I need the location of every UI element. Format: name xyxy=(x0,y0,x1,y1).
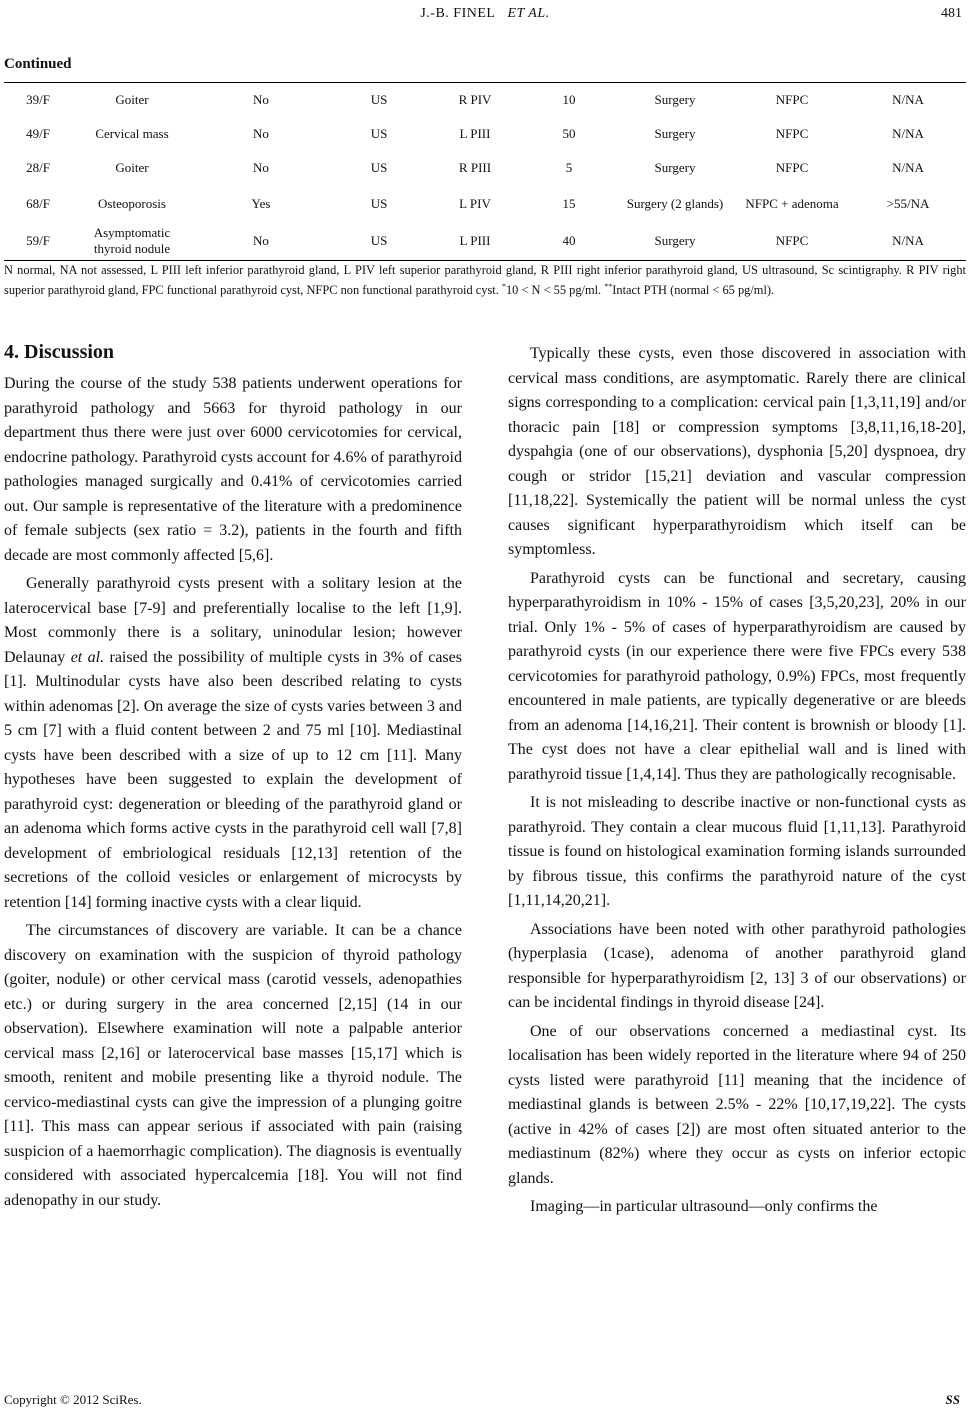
table-cell: 59/F xyxy=(4,223,72,261)
table-cell: N/NA xyxy=(850,83,966,117)
table-cell: L PIII xyxy=(459,125,491,141)
paragraph: It is not misleading to describe inactive or non-functional cysts as parathyroid. They contain a clear mucous fluid [1,11,13]. Parathyroid tissue is found on histological examination forming islands surrounded by fibrous tissue, this confirms the parathyroid nature of the cyst [1,11,14,20,21]. xyxy=(508,794,966,909)
et-al-italic: et al. xyxy=(70,648,105,666)
table-cell: 10 xyxy=(522,83,616,117)
footnote-pth: Intact PTH (normal < 65 pg/ml). xyxy=(612,282,775,297)
footnote-sup-1: * xyxy=(501,281,506,291)
table-cell: No xyxy=(253,125,269,141)
table-cell: US xyxy=(330,223,428,261)
table-row xyxy=(4,83,966,117)
running-head-title xyxy=(0,6,970,22)
running-head xyxy=(0,6,970,28)
paragraph-text: raised the possibility of multiple cysts in 3% of cases [1]. Multinodular cysts have also been described relating to cysts within adenomas [2]. On average the size of cysts varies between 3 and 5 cm [7] with a fluid content between 2 and 75 ml [10]. Mediastinal cysts have been described with a size of up to 12 cm [11]. Many hypotheses have been suggested to explain the development of parathyroid cyst: degeneration or bleeding of the parathyroid gland or an adenoma which forms active cysts in the parathyroid cell wall [7,8] development of embriological residuals [12,13] retention of the secretions of the colloid vesicles or enlargement of microcysts by retention [14] forming inactive cysts with a clear liquid. xyxy=(4,648,462,911)
copyright: Copyright © 2012 SciRes. xyxy=(4,1392,142,1407)
section-heading: 4. Discussion xyxy=(4,341,115,363)
table-cell: No xyxy=(192,83,330,117)
table-cell: R PIII xyxy=(458,159,492,175)
table-cell: Surgery xyxy=(616,223,734,261)
journal-abbrev: SS xyxy=(945,1392,960,1407)
table-cell: NFPC + adenoma xyxy=(745,195,839,211)
table-cell: Goiter xyxy=(115,159,149,175)
table-cell: >55/NA xyxy=(886,195,930,211)
table-footnote xyxy=(4,262,966,298)
left-column xyxy=(4,340,462,1213)
paragraph: Typically these cysts, even those discovered in association with cervical mass conditions, are asymptomatic. Rarely there are clinical signs corresponding to a complication: cervical pain [1,3,11,19] and/or thoracic pain [18] or compression symptoms [3,8,11,16,18-20], dyspahgia (one of our observations), dysphonia [5,20] dyspnoea, dry cough or stridor [15,21] deviation and vascular compression [11,18,22]. Systemically the patient will be normal unless the cyst causes significant hyperparathyroidism which itself can be symptomless. xyxy=(508,345,966,558)
paragraph: Associations have been noted with other parathyroid pathologies (hyperplasia (1case), adenoma of another parathyroid gland responsible for hyperparathyroidism [2, 13] 3 of our observations) or can be incidental findings in thyroid disease [24]. xyxy=(508,920,966,1011)
table-cell: Osteoporosis xyxy=(98,195,166,211)
right-column xyxy=(508,342,966,1220)
table-cell: 28/F xyxy=(26,159,50,175)
table-cell: N/NA xyxy=(892,159,924,175)
table-cell: Surgery (2 glands) xyxy=(626,195,724,211)
table-row xyxy=(4,151,966,185)
table-cell: 40 xyxy=(522,223,616,261)
table-cell: Cervical mass xyxy=(95,125,169,141)
paragraph xyxy=(4,572,462,915)
table-cell: R PIV xyxy=(428,83,522,117)
table-cell: 39/F xyxy=(4,83,72,117)
paragraph: Parathyroid cysts can be functional and secretary, causing hyperparathyroidism in 10% - 15% of cases [3,5,20,23], 20% in our trial. Only 1% - 5% of cases of hyperparathyroidism are caused by parathyroid cysts (in our experience there were five FPCs every 538 cervicotomies for parathyroid pathology, 0.9%) FPCs, most frequently encountered in male patients, are typically degenerative or are bleeds from an adenoma [14,16,21]. Their content is brownish or bloody [1]. The cyst does not have a clear epithelial wall and is lined with parathyroid tissue [1,4,14]. Thus they are pathologically recognisable. xyxy=(508,569,966,783)
paragraph: Imaging—in particular ultrasound—only confirms the xyxy=(530,1198,878,1215)
paragraph: One of our observations concerned a mediastinal cyst. Its localisation has been widely reported in the literature where 94 of 250 cysts listed were parathyroid [11] meaning that the incidence of mediastinal glands is between 2.5% - 22% [10,17,19,22]. The cysts (active in 42% of cases [2]) are most often situated anterior to the mediastinum (82%) where they occur as cysts on inferior ectopic glands. xyxy=(508,1022,966,1187)
table-cell: Yes xyxy=(251,195,271,211)
footnote-range: 10 < N < 55 pg/ml. xyxy=(505,282,605,297)
table-cell: US xyxy=(370,195,388,211)
running-head-et-al: ET AL. xyxy=(507,6,550,21)
table-cell: L PIII xyxy=(428,223,522,261)
case-table xyxy=(4,82,966,261)
table-cell: Surgery xyxy=(654,159,696,175)
table-cell: 5 xyxy=(565,159,573,175)
table-row xyxy=(4,185,966,223)
paragraph: During the course of the study 538 patients underwent operations for parathyroid pathology and 5663 for thyroid pathology in our department thus there were just over 6000 cervicotomies for cervical, endocrine pathology. Parathyroid cysts account for 4.6% of parathyroid pathologies managed surgically and 0.41% of cervicotomies carried out. Our sample is representative of the literature with a predominence of female subjects (sex ratio = 3.2), patients in the fourth and fifth decade are most commonly affected [5,6]. xyxy=(4,375,462,564)
footnote-sup-2: ** xyxy=(604,281,613,291)
running-head-authors: J.-B. FINEL xyxy=(420,6,496,21)
table-cell: No xyxy=(253,159,269,175)
table-cell: US xyxy=(370,159,388,175)
page-footer xyxy=(4,1392,966,1408)
table-row xyxy=(4,223,966,261)
table-cell: 49/F xyxy=(26,125,50,141)
table-cell: NFPC xyxy=(734,83,850,117)
table-cell: US xyxy=(330,83,428,117)
paragraph: The circumstances of discovery are variable. It can be a chance discovery on examination with the suspicion of thyroid pathology (goiter, nodule) or other cervical mass (carotid vessels, adenopathies etc.) or during surgery in the area concerned [2,15] (14 in our observation). Elsewhere examination will note a palpable anterior cervical mass [2,16] or laterocervical base masses [15,17] which is smooth, renitent and mobile presenting like a thyroid nodule. The cervico-mediastinal cysts can give the impression of a plunging goitre [11]. This mass can appear serious if associated with pain (raising suspicion of a haemorrhagic complication). The diagnosis is eventually considered with associated hypercalcemia [18]. You will not find adenopathy in our study. xyxy=(4,922,462,1209)
table-cell: NFPC xyxy=(734,223,850,261)
table-cell: Surgery xyxy=(616,83,734,117)
table-cell: Asymptomatic thyroid nodule xyxy=(72,223,192,261)
table-cell: US xyxy=(370,125,388,141)
table-cell: No xyxy=(192,223,330,261)
table-row xyxy=(4,117,966,151)
table-cell: Goiter xyxy=(72,83,192,117)
table-cell: Surgery xyxy=(654,125,696,141)
table-cell: NFPC xyxy=(775,159,809,175)
table-cell: 15 xyxy=(562,195,576,211)
table-cell: L PIV xyxy=(459,195,491,211)
footnote-abbreviations: N normal, NA not assessed, L PIII left inferior parathyroid gland, L PIV left superior parathyroid gland, R PIII right inferior parathyroid gland, US ultrasound, Sc scintigraphy. R PIV right superior parathyroid gland, FPC functional parathyroid cyst, NFPC non functional parathyroid cyst. xyxy=(4,263,966,297)
table-cell: N/NA xyxy=(850,223,966,261)
table-cell: 50 xyxy=(562,125,576,141)
table-cell: NFPC xyxy=(775,125,809,141)
page-number: 481 xyxy=(941,6,962,21)
table-cell: N/NA xyxy=(892,125,924,141)
paragraph-text: Generally parathyroid cysts present with a solitary lesion at the laterocervical base [7-9] and preferentially localise to the left [1,9]. Most commonly there is a solitary, uninodular lesion; however Delaunay xyxy=(4,575,462,666)
table-cell: 68/F xyxy=(26,195,50,211)
table-continued-label: Continued xyxy=(4,56,72,72)
case-table-grid xyxy=(4,82,966,261)
